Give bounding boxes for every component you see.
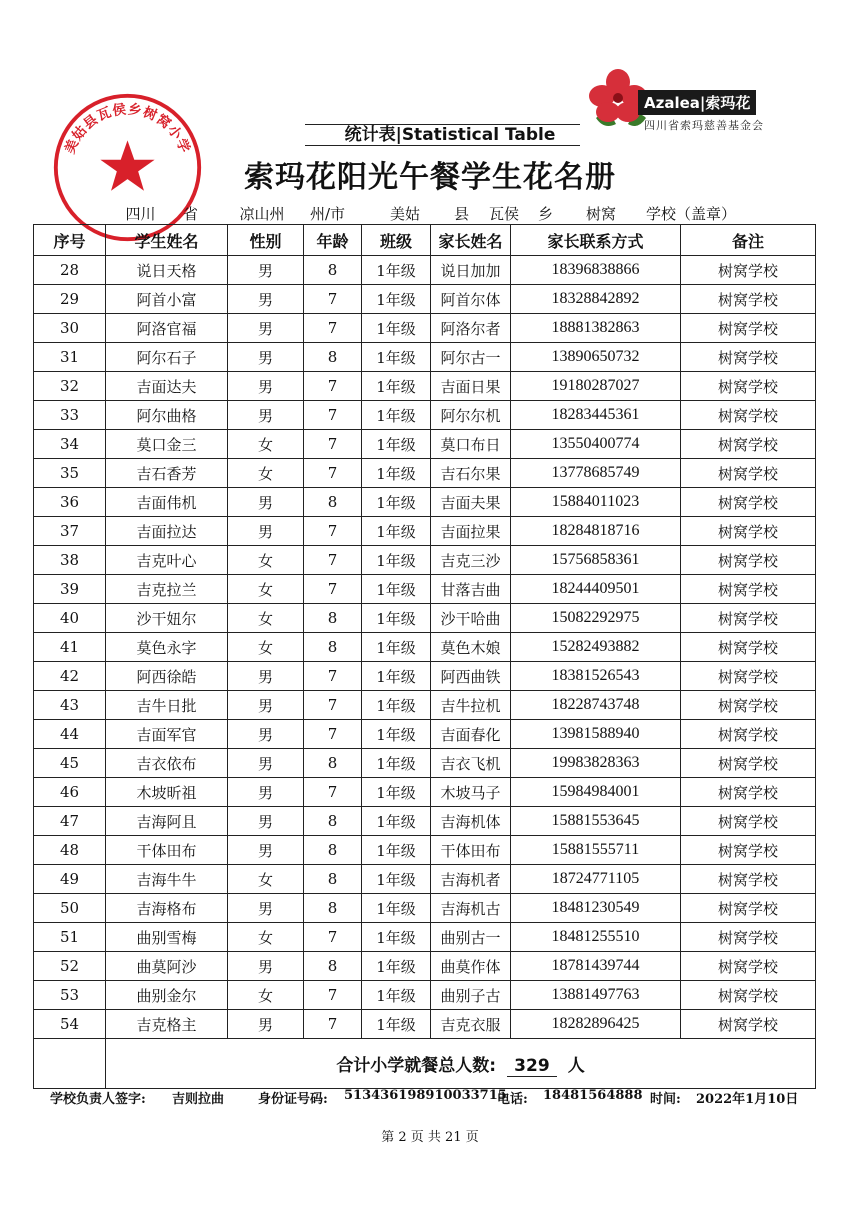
table-row <box>34 459 816 488</box>
col-parent-name-cell: 莫口布日 <box>431 430 511 459</box>
col-age-cell: 7 <box>304 459 362 488</box>
col-student-name-cell: 吉衣依布 <box>106 749 228 778</box>
header-col-gender: 性别 <box>228 225 304 256</box>
col-grade-cell: 1年级 <box>362 459 431 488</box>
col-grade-cell: 1年级 <box>362 1010 431 1039</box>
col-student-name-cell: 吉牛日批 <box>106 691 228 720</box>
col-parent-phone-cell: 18283445361 <box>511 401 681 430</box>
col-index-cell: 54 <box>34 1010 106 1039</box>
col-parent-phone-cell: 18381526543 <box>511 662 681 691</box>
col-grade-cell: 1年级 <box>362 807 431 836</box>
col-remarks-cell: 树窝学校 <box>681 372 816 401</box>
table-row <box>34 546 816 575</box>
col-index-cell: 41 <box>34 633 106 662</box>
col-student-name-cell: 木坡昕祖 <box>106 778 228 807</box>
table-row <box>34 720 816 749</box>
col-parent-phone-cell: 18481255510 <box>511 923 681 952</box>
col-age-cell: 7 <box>304 372 362 401</box>
col-gender-cell: 男 <box>228 343 304 372</box>
col-grade-cell: 1年级 <box>362 691 431 720</box>
col-student-name-cell: 吉海阿且 <box>106 807 228 836</box>
col-age-cell: 8 <box>304 343 362 372</box>
col-parent-name-cell: 曲别子古 <box>431 981 511 1010</box>
col-parent-name-cell: 曲莫作体 <box>431 952 511 981</box>
col-student-name-cell: 曲莫阿沙 <box>106 952 228 981</box>
table-row <box>34 894 816 923</box>
col-grade-cell: 1年级 <box>362 256 431 285</box>
col-gender-cell: 男 <box>228 256 304 285</box>
col-parent-phone-cell: 18781439744 <box>511 952 681 981</box>
col-grade-cell: 1年级 <box>362 981 431 1010</box>
col-grade-cell: 1年级 <box>362 314 431 343</box>
table-header-row <box>34 225 816 256</box>
col-remarks-cell: 树窝学校 <box>681 981 816 1010</box>
col-student-name-cell: 吉海牛牛 <box>106 865 228 894</box>
table-row <box>34 430 816 459</box>
col-grade-cell: 1年级 <box>362 952 431 981</box>
col-grade-cell: 1年级 <box>362 517 431 546</box>
seal-text: 美姑县瓦侯乡树窝小学 <box>61 101 194 157</box>
col-grade-cell: 1年级 <box>362 401 431 430</box>
table-row <box>34 981 816 1010</box>
col-parent-phone-cell: 18481230549 <box>511 894 681 923</box>
col-parent-phone-cell: 18724771105 <box>511 865 681 894</box>
col-grade-cell: 1年级 <box>362 285 431 314</box>
col-age-cell: 8 <box>304 488 362 517</box>
col-age-cell: 7 <box>304 430 362 459</box>
col-parent-name-cell: 莫色木娘 <box>431 633 511 662</box>
col-index-cell: 34 <box>34 430 106 459</box>
table-row <box>34 604 816 633</box>
col-parent-name-cell: 甘落吉曲 <box>431 575 511 604</box>
col-remarks-cell: 树窝学校 <box>681 894 816 923</box>
col-student-name-cell: 吉海格布 <box>106 894 228 923</box>
col-remarks-cell: 树窝学校 <box>681 285 816 314</box>
total-value: 329 <box>507 1056 557 1077</box>
col-age-cell: 8 <box>304 633 362 662</box>
col-remarks-cell: 树窝学校 <box>681 430 816 459</box>
col-remarks-cell: 树窝学校 <box>681 575 816 604</box>
col-gender-cell: 男 <box>228 894 304 923</box>
col-gender-cell: 女 <box>228 430 304 459</box>
col-age-cell: 7 <box>304 1010 362 1039</box>
header-col-age: 年龄 <box>304 225 362 256</box>
col-age-cell: 8 <box>304 865 362 894</box>
col-gender-cell: 男 <box>228 517 304 546</box>
col-grade-cell: 1年级 <box>362 662 431 691</box>
col-index-cell: 32 <box>34 372 106 401</box>
col-parent-name-cell: 沙干哈曲 <box>431 604 511 633</box>
total-cell <box>106 1039 816 1089</box>
total-unit: 人 <box>567 1055 585 1076</box>
time-label: 时间: <box>650 1092 681 1107</box>
header-col-index: 序号 <box>34 225 106 256</box>
total-blank-cell <box>34 1039 106 1089</box>
col-age-cell: 8 <box>304 894 362 923</box>
col-remarks-cell: 树窝学校 <box>681 256 816 285</box>
table-row <box>34 749 816 778</box>
table-row <box>34 836 816 865</box>
col-parent-name-cell: 阿首尔体 <box>431 285 511 314</box>
col-gender-cell: 男 <box>228 488 304 517</box>
location-line <box>108 203 808 225</box>
col-age-cell: 7 <box>304 691 362 720</box>
col-age-cell: 7 <box>304 546 362 575</box>
col-age-cell: 8 <box>304 749 362 778</box>
total-row <box>34 1039 816 1089</box>
col-parent-phone-cell: 13778685749 <box>511 459 681 488</box>
table-row <box>34 691 816 720</box>
township-label: 乡 <box>538 205 554 223</box>
col-remarks-cell: 树窝学校 <box>681 662 816 691</box>
col-remarks-cell: 树窝学校 <box>681 488 816 517</box>
signer-label: 学校负责人签字: <box>50 1092 146 1107</box>
stat-title: 统计表|Statistical Table <box>344 125 556 145</box>
county-value: 美姑 <box>366 203 444 225</box>
col-age-cell: 7 <box>304 285 362 314</box>
col-gender-cell: 女 <box>228 604 304 633</box>
col-grade-cell: 1年级 <box>362 778 431 807</box>
col-grade-cell: 1年级 <box>362 836 431 865</box>
col-index-cell: 52 <box>34 952 106 981</box>
col-remarks-cell: 树窝学校 <box>681 604 816 633</box>
col-age-cell: 8 <box>304 836 362 865</box>
col-index-cell: 40 <box>34 604 106 633</box>
page-number: 第 2 页 共 21 页 <box>381 1130 479 1145</box>
col-age-cell: 8 <box>304 256 362 285</box>
table-row <box>34 372 816 401</box>
col-parent-name-cell: 阿西曲铁 <box>431 662 511 691</box>
col-student-name-cell: 吉面军官 <box>106 720 228 749</box>
col-index-cell: 46 <box>34 778 106 807</box>
col-parent-phone-cell: 15282493882 <box>511 633 681 662</box>
col-grade-cell: 1年级 <box>362 430 431 459</box>
col-parent-phone-cell: 13981588940 <box>511 720 681 749</box>
col-index-cell: 50 <box>34 894 106 923</box>
col-student-name-cell: 吉克拉兰 <box>106 575 228 604</box>
col-gender-cell: 女 <box>228 459 304 488</box>
col-student-name-cell: 吉克叶心 <box>106 546 228 575</box>
col-remarks-cell: 树窝学校 <box>681 720 816 749</box>
col-parent-phone-cell: 15984984001 <box>511 778 681 807</box>
col-parent-phone-cell: 18244409501 <box>511 575 681 604</box>
header-col-parent-name: 家长姓名 <box>431 225 511 256</box>
col-grade-cell: 1年级 <box>362 923 431 952</box>
col-parent-phone-cell: 15881553645 <box>511 807 681 836</box>
col-parent-name-cell: 吉衣飞机 <box>431 749 511 778</box>
col-remarks-cell: 树窝学校 <box>681 546 816 575</box>
col-remarks-cell: 树窝学校 <box>681 517 816 546</box>
col-gender-cell: 男 <box>228 952 304 981</box>
col-parent-name-cell: 吉克三沙 <box>431 546 511 575</box>
col-gender-cell: 女 <box>228 923 304 952</box>
col-parent-phone-cell: 13890650732 <box>511 343 681 372</box>
table-row <box>34 517 816 546</box>
col-parent-name-cell: 吉海机者 <box>431 865 511 894</box>
col-remarks-cell: 树窝学校 <box>681 459 816 488</box>
col-remarks-cell: 树窝学校 <box>681 1010 816 1039</box>
total-label: 合计小学就餐总人数: <box>336 1055 497 1076</box>
col-remarks-cell: 树窝学校 <box>681 633 816 662</box>
table-row <box>34 865 816 894</box>
col-parent-name-cell: 阿尔古一 <box>431 343 511 372</box>
col-parent-phone-cell: 15881555711 <box>511 836 681 865</box>
col-age-cell: 8 <box>304 952 362 981</box>
table-row <box>34 807 816 836</box>
col-student-name-cell: 吉克格主 <box>106 1010 228 1039</box>
col-parent-name-cell: 吉面日果 <box>431 372 511 401</box>
col-parent-phone-cell: 18282896425 <box>511 1010 681 1039</box>
table-row <box>34 401 816 430</box>
col-gender-cell: 女 <box>228 865 304 894</box>
col-age-cell: 7 <box>304 314 362 343</box>
col-parent-phone-cell: 18328842892 <box>511 285 681 314</box>
col-parent-name-cell: 吉石尔果 <box>431 459 511 488</box>
col-parent-name-cell: 木坡马子 <box>431 778 511 807</box>
col-index-cell: 48 <box>34 836 106 865</box>
col-student-name-cell: 沙干妞尔 <box>106 604 228 633</box>
header-col-parent-phone: 家长联系方式 <box>511 225 681 256</box>
col-remarks-cell: 树窝学校 <box>681 923 816 952</box>
col-parent-name-cell: 吉面春化 <box>431 720 511 749</box>
col-gender-cell: 男 <box>228 314 304 343</box>
page-title: 索玛花阳光午餐学生花名册 <box>244 160 616 195</box>
col-grade-cell: 1年级 <box>362 546 431 575</box>
phone-label: 电话: <box>497 1092 528 1107</box>
col-parent-name-cell: 曲别古一 <box>431 923 511 952</box>
col-student-name-cell: 阿洛官福 <box>106 314 228 343</box>
table-row <box>34 575 816 604</box>
header-col-remarks: 备注 <box>681 225 816 256</box>
col-index-cell: 53 <box>34 981 106 1010</box>
col-parent-phone-cell: 15884011023 <box>511 488 681 517</box>
logo-subtitle: 四川省索玛慈善基金会 <box>644 119 764 132</box>
col-remarks-cell: 树窝学校 <box>681 836 816 865</box>
col-parent-name-cell: 吉海机体 <box>431 807 511 836</box>
col-parent-phone-cell: 13550400774 <box>511 430 681 459</box>
col-index-cell: 35 <box>34 459 106 488</box>
id-value: 513436198910033715 <box>344 1088 507 1103</box>
col-remarks-cell: 树窝学校 <box>681 343 816 372</box>
col-remarks-cell: 树窝学校 <box>681 952 816 981</box>
col-grade-cell: 1年级 <box>362 865 431 894</box>
col-index-cell: 28 <box>34 256 106 285</box>
col-parent-name-cell: 干体田布 <box>431 836 511 865</box>
township-value: 瓦侯 <box>474 203 534 225</box>
col-age-cell: 7 <box>304 517 362 546</box>
col-grade-cell: 1年级 <box>362 372 431 401</box>
col-gender-cell: 女 <box>228 981 304 1010</box>
col-index-cell: 49 <box>34 865 106 894</box>
phone-value: 18481564888 <box>543 1088 643 1103</box>
col-gender-cell: 男 <box>228 778 304 807</box>
col-remarks-cell: 树窝学校 <box>681 807 816 836</box>
col-student-name-cell: 说日天格 <box>106 256 228 285</box>
col-student-name-cell: 吉石香芳 <box>106 459 228 488</box>
province-value: 四川 <box>108 203 173 225</box>
col-index-cell: 37 <box>34 517 106 546</box>
col-grade-cell: 1年级 <box>362 488 431 517</box>
col-index-cell: 36 <box>34 488 106 517</box>
col-student-name-cell: 曲别金尔 <box>106 981 228 1010</box>
col-parent-phone-cell: 19983828363 <box>511 749 681 778</box>
col-gender-cell: 男 <box>228 720 304 749</box>
col-parent-name-cell: 说日加加 <box>431 256 511 285</box>
col-student-name-cell: 阿首小富 <box>106 285 228 314</box>
col-student-name-cell: 吉面拉达 <box>106 517 228 546</box>
col-gender-cell: 女 <box>228 633 304 662</box>
col-student-name-cell: 干体田布 <box>106 836 228 865</box>
col-grade-cell: 1年级 <box>362 604 431 633</box>
header-col-student-name: 学生姓名 <box>106 225 228 256</box>
table-row <box>34 952 816 981</box>
table-row <box>34 343 816 372</box>
col-parent-name-cell: 吉面夫果 <box>431 488 511 517</box>
stat-title-rule-bottom <box>305 145 580 146</box>
col-grade-cell: 1年级 <box>362 894 431 923</box>
col-student-name-cell: 阿尔石子 <box>106 343 228 372</box>
col-age-cell: 7 <box>304 778 362 807</box>
col-parent-name-cell: 吉面拉果 <box>431 517 511 546</box>
school-value: 树窝 <box>564 203 638 225</box>
table-row <box>34 923 816 952</box>
col-index-cell: 39 <box>34 575 106 604</box>
col-grade-cell: 1年级 <box>362 749 431 778</box>
table-row <box>34 1010 816 1039</box>
table-row <box>34 285 816 314</box>
col-index-cell: 45 <box>34 749 106 778</box>
col-remarks-cell: 树窝学校 <box>681 778 816 807</box>
signer-value: 吉则拉曲 <box>172 1092 225 1107</box>
col-parent-name-cell: 阿洛尔者 <box>431 314 511 343</box>
col-parent-name-cell: 吉克衣服 <box>431 1010 511 1039</box>
col-grade-cell: 1年级 <box>362 720 431 749</box>
col-parent-phone-cell: 18881382863 <box>511 314 681 343</box>
col-index-cell: 33 <box>34 401 106 430</box>
time-value: 2022年1月10日 <box>696 1092 799 1107</box>
col-gender-cell: 男 <box>228 1010 304 1039</box>
school-label: 学校（盖章） <box>646 205 737 223</box>
signature-row <box>0 1088 860 1108</box>
logo-brand-text: Azalea|索玛花 <box>638 90 756 115</box>
col-age-cell: 7 <box>304 923 362 952</box>
col-parent-phone-cell: 15756858361 <box>511 546 681 575</box>
table-row <box>34 256 816 285</box>
province-label: 省 <box>183 205 199 223</box>
county-label: 县 <box>454 205 470 223</box>
col-age-cell: 7 <box>304 401 362 430</box>
col-parent-phone-cell: 15082292975 <box>511 604 681 633</box>
col-parent-name-cell: 吉海机古 <box>431 894 511 923</box>
col-gender-cell: 男 <box>228 836 304 865</box>
col-parent-phone-cell: 18284818716 <box>511 517 681 546</box>
col-remarks-cell: 树窝学校 <box>681 865 816 894</box>
table-row <box>34 633 816 662</box>
col-gender-cell: 女 <box>228 546 304 575</box>
col-gender-cell: 男 <box>228 749 304 778</box>
col-grade-cell: 1年级 <box>362 575 431 604</box>
col-grade-cell: 1年级 <box>362 343 431 372</box>
col-student-name-cell: 曲别雪梅 <box>106 923 228 952</box>
col-gender-cell: 男 <box>228 285 304 314</box>
col-student-name-cell: 吉面达夫 <box>106 372 228 401</box>
col-gender-cell: 男 <box>228 372 304 401</box>
table-row <box>34 314 816 343</box>
col-age-cell: 7 <box>304 662 362 691</box>
col-age-cell: 7 <box>304 981 362 1010</box>
col-age-cell: 8 <box>304 807 362 836</box>
col-remarks-cell: 树窝学校 <box>681 691 816 720</box>
col-remarks-cell: 树窝学校 <box>681 401 816 430</box>
prefecture-value: 凉山州 <box>226 203 298 225</box>
col-gender-cell: 男 <box>228 401 304 430</box>
col-parent-phone-cell: 19180287027 <box>511 372 681 401</box>
col-index-cell: 29 <box>34 285 106 314</box>
col-student-name-cell: 吉面伟机 <box>106 488 228 517</box>
prefecture-label: 州/市 <box>310 205 346 223</box>
azalea-logo <box>588 68 803 138</box>
student-roster-table <box>33 224 816 1089</box>
col-grade-cell: 1年级 <box>362 633 431 662</box>
col-index-cell: 51 <box>34 923 106 952</box>
col-index-cell: 47 <box>34 807 106 836</box>
col-age-cell: 8 <box>304 604 362 633</box>
col-index-cell: 31 <box>34 343 106 372</box>
col-parent-phone-cell: 13881497763 <box>511 981 681 1010</box>
col-parent-name-cell: 阿尔尔机 <box>431 401 511 430</box>
col-parent-name-cell: 吉牛拉机 <box>431 691 511 720</box>
col-index-cell: 44 <box>34 720 106 749</box>
col-index-cell: 30 <box>34 314 106 343</box>
col-age-cell: 7 <box>304 575 362 604</box>
header-col-grade: 班级 <box>362 225 431 256</box>
col-gender-cell: 男 <box>228 662 304 691</box>
col-index-cell: 43 <box>34 691 106 720</box>
col-student-name-cell: 阿尔曲格 <box>106 401 228 430</box>
table-row <box>34 778 816 807</box>
col-index-cell: 42 <box>34 662 106 691</box>
col-student-name-cell: 阿西徐皓 <box>106 662 228 691</box>
col-remarks-cell: 树窝学校 <box>681 314 816 343</box>
col-index-cell: 38 <box>34 546 106 575</box>
col-remarks-cell: 树窝学校 <box>681 749 816 778</box>
table-row <box>34 662 816 691</box>
col-parent-phone-cell: 18396838866 <box>511 256 681 285</box>
table-row <box>34 488 816 517</box>
col-student-name-cell: 莫色永字 <box>106 633 228 662</box>
col-gender-cell: 男 <box>228 691 304 720</box>
col-parent-phone-cell: 18228743748 <box>511 691 681 720</box>
id-label: 身份证号码: <box>258 1092 328 1107</box>
col-age-cell: 7 <box>304 720 362 749</box>
col-student-name-cell: 莫口金三 <box>106 430 228 459</box>
col-gender-cell: 男 <box>228 807 304 836</box>
table-body <box>34 256 816 1039</box>
col-gender-cell: 女 <box>228 575 304 604</box>
